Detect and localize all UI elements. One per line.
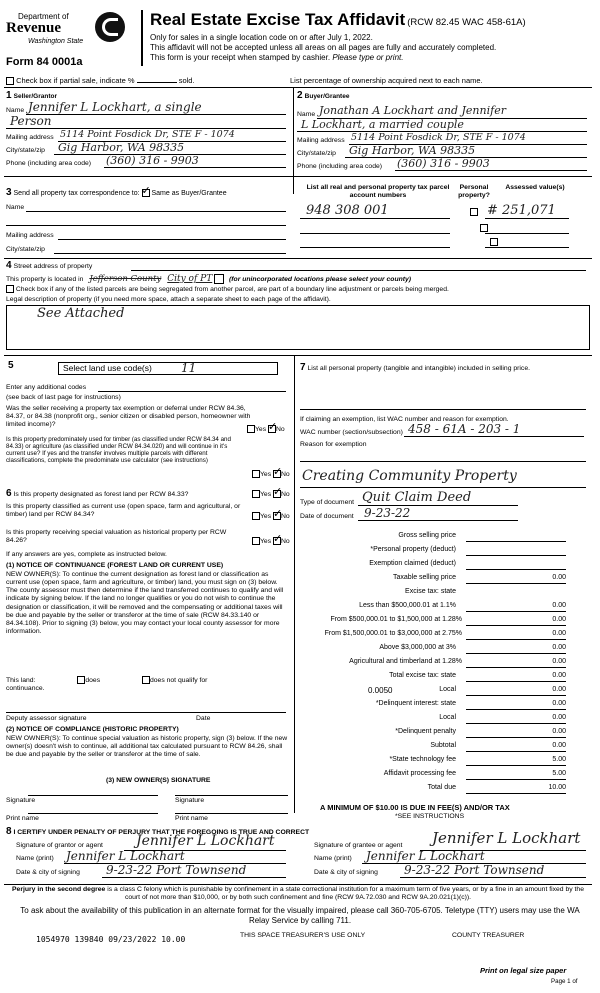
county-struck: Jefferson County bbox=[89, 274, 162, 284]
fee-label: Exemption claimed (deduct) bbox=[369, 560, 456, 567]
assessed-value[interactable]: # 251,071 bbox=[487, 203, 556, 218]
fee-label: Local bbox=[439, 714, 456, 721]
seller-phone-value[interactable]: (360) 316 - 9903 bbox=[106, 154, 199, 167]
grantor-date[interactable]: 9-23-22 Port Townsend bbox=[106, 863, 247, 877]
seller-mailing-value[interactable]: 5114 Point Fosdick Dr, STE F - 1074 bbox=[60, 129, 235, 140]
parcel-header: List all real and personal property tax parcel account numbers bbox=[306, 184, 450, 199]
segregated-row: Check box if any of the listed parcels are being segregated from another parcel, are part of a boundary line adjustment or parcels being merged. bbox=[6, 285, 449, 294]
exemption-question: Was the seller receiving a property tax exemption or deferral under RCW 84.36, 84.37, or 84.38 (nonprofit org., senior citizen or disabled person, homeowner with limited income)? bbox=[6, 405, 251, 428]
subtitle-1: Only for sales in a single location code on or after July 1, 2022. bbox=[150, 33, 373, 42]
fee-value[interactable]: 10.00 bbox=[466, 784, 566, 794]
fee-row bbox=[300, 756, 566, 767]
fee-value[interactable]: 0.00 bbox=[466, 714, 566, 724]
current-use-yes-checkbox[interactable] bbox=[252, 512, 260, 520]
notice-continuance-title: (1) NOTICE OF CONTINUANCE (FOREST LAND OR CURRENT USE) bbox=[6, 562, 224, 569]
reason-exemption-value[interactable]: Creating Community Property bbox=[302, 468, 517, 484]
fee-row bbox=[300, 742, 566, 753]
does-not-qualify-checkbox[interactable] bbox=[142, 676, 150, 684]
street-address-field[interactable] bbox=[131, 260, 586, 271]
fee-row bbox=[300, 714, 566, 725]
buyer-phone-label: Phone (including area code) bbox=[297, 163, 383, 170]
fee-value[interactable]: 0.00 bbox=[466, 672, 566, 682]
fee-row bbox=[300, 560, 566, 571]
additional-codes-label: Enter any additional codes bbox=[6, 384, 87, 391]
street-address-row: 4 Street address of property bbox=[6, 260, 586, 272]
grantee-date-row: Date & city of signing 9-23-22 Port Townsend bbox=[314, 869, 586, 881]
fee-label: *Delinquent penalty bbox=[395, 728, 456, 735]
buyer-city-label: City/state/zip bbox=[297, 150, 336, 157]
notice-continuance-text: NEW OWNER(S): To continue the current designation as forest land or classification as current use (open space, farm and agriculture, or timber) land, you must sign on (3) below. The county assessor must then determine if the land transferred continues to qualify and will indicate by signing below. If the land no longer qualifies or you do not wish to continue the designation or classification, it will be removed and the compensating or additional taxes will be due and payable by the seller or transferor at the time of sale (RCW 84.33.140 or 84.34.108). Prior to signing (3) below, you may contact your local county assessor for more information. bbox=[6, 571, 284, 636]
fee-label: Above $3,000,000 at 3% bbox=[379, 644, 456, 651]
print-legal-note: Print on legal size paper bbox=[480, 966, 567, 975]
legal-description-label: Legal description of property (if you need more space, attach a separate sheet to each page of the affidavit). bbox=[6, 296, 331, 303]
land-use-value: 11 bbox=[181, 361, 197, 375]
exemption-yes-checkbox[interactable] bbox=[247, 425, 255, 433]
fee-value[interactable]: 0.00 bbox=[466, 742, 566, 752]
correspondence-mailing-field[interactable] bbox=[58, 229, 286, 240]
fee-label: From $500,000.01 to $1,500,000 at 1.28% bbox=[330, 616, 462, 623]
timber-no-checkbox[interactable] bbox=[273, 470, 281, 478]
fee-label: Local bbox=[439, 686, 456, 693]
new-owner-signature-title: (3) NEW OWNER(S) SIGNATURE bbox=[106, 777, 211, 784]
fee-label: Affidavit processing fee bbox=[383, 770, 456, 777]
fee-row bbox=[300, 588, 566, 599]
fee-row bbox=[300, 644, 566, 655]
form-number: Form 84 0001a bbox=[6, 56, 83, 68]
forest-no-checkbox[interactable] bbox=[273, 490, 281, 498]
fee-row bbox=[300, 686, 566, 697]
grantor-name[interactable]: Jennifer L Lockhart bbox=[66, 849, 185, 863]
minimum-due: A MINIMUM OF $10.00 IS DUE IN FEE(S) AND/OR TAX bbox=[320, 803, 510, 812]
page-number: Page 1 of bbox=[551, 978, 578, 985]
fee-value[interactable]: 5.00 bbox=[466, 756, 566, 766]
forest-yes-no: Yes ✓ No bbox=[252, 490, 290, 499]
signature-label-2: Signature bbox=[175, 797, 205, 804]
local-rate: 0.0050 bbox=[368, 686, 393, 695]
fee-value[interactable]: 0.00 bbox=[466, 616, 566, 626]
timber-yes-no: Yes ✓ No bbox=[252, 470, 290, 479]
certify-statement: 8 I CERTIFY UNDER PENALTY OF PERJURY THAT THE FOREGOING IS TRUE AND CORRECT bbox=[6, 826, 310, 837]
land-use-label: Select land use code(s) bbox=[63, 363, 152, 373]
grantee-name[interactable]: Jennifer L Lockhart bbox=[366, 849, 485, 863]
city-value: City of PT bbox=[167, 274, 213, 284]
seller-name-label: Name bbox=[6, 107, 25, 114]
fee-row bbox=[300, 616, 566, 627]
fee-row bbox=[300, 700, 566, 711]
does-qualify-checkbox[interactable] bbox=[77, 676, 85, 684]
historic-yes-no: Yes ✓ No bbox=[252, 537, 290, 546]
buyer-city-value[interactable]: Gig Harbor, WA 98335 bbox=[349, 144, 476, 157]
fee-label: Total due bbox=[427, 784, 456, 791]
correspondence-name-field[interactable] bbox=[26, 201, 286, 212]
exemption-no-checkbox[interactable] bbox=[268, 425, 276, 433]
same-as-buyer-checkbox[interactable] bbox=[142, 189, 150, 197]
fee-value[interactable]: 0.00 bbox=[466, 728, 566, 738]
fee-value[interactable]: 0.00 bbox=[466, 700, 566, 710]
property-location-row: This property is located in Jefferson County City of PT (for unincorporated locations please select your county) bbox=[6, 274, 412, 284]
doc-type-label: Type of document bbox=[300, 499, 355, 506]
print-name-field-1[interactable] bbox=[28, 805, 158, 814]
buyer-name-label: Name bbox=[297, 111, 316, 118]
subtitle-2: This affidavit will not be accepted unless all areas on all pages are fully and accurately completed. bbox=[150, 43, 497, 52]
fee-row bbox=[300, 532, 566, 543]
personal-property-list-field[interactable] bbox=[300, 400, 586, 410]
forest-yes-checkbox[interactable] bbox=[252, 490, 260, 498]
new-owner-signature-field-1[interactable] bbox=[28, 786, 158, 796]
notice-compliance-text: NEW OWNER(S): To continue special valuation as historic property, sign (3) below. If the new owner(s) doesn't wish to continue, all additional tax calculated pursuant to RCW 84.26, shall be due and payable by the seller or transferor at the time of sale. bbox=[6, 735, 288, 759]
fee-value[interactable] bbox=[466, 560, 566, 570]
personal-property-checkbox-1[interactable] bbox=[470, 208, 478, 216]
grantee-date[interactable]: 9-23-22 Port Townsend bbox=[404, 863, 545, 877]
fee-row bbox=[300, 546, 566, 557]
alternate-format-note: To ask about the availability of this publication in an alternate format for the visually impaired, please call 360-705-6705. Teletype (TTY) users may use the WA Relay Service by calling 711. bbox=[20, 906, 580, 925]
current-use-question: Is this property classified as current use (open space, farm and agricultural, or timber) land per RCW 84.34? bbox=[6, 503, 241, 518]
signature-label-1: Signature bbox=[6, 797, 36, 804]
location-dropdown-icon[interactable] bbox=[214, 274, 224, 284]
fee-row bbox=[300, 658, 566, 669]
subtitle-3: This form is your receipt when stamped by cashier. Please type or print. bbox=[150, 53, 404, 62]
personal-property-list-label: 7 List all personal property (tangible and intangible) included in selling price. bbox=[300, 362, 530, 373]
seller-heading: 1 Seller/Grantor bbox=[6, 90, 58, 101]
buyer-phone-value[interactable]: (360) 316 - 9903 bbox=[397, 157, 490, 170]
parcel-number[interactable]: 948 308 001 bbox=[306, 203, 389, 218]
grantee-name-row: Name (print) Jennifer L Lockhart bbox=[314, 855, 586, 867]
segregated-checkbox[interactable] bbox=[6, 285, 14, 293]
print-name-label-1: Print name bbox=[6, 815, 39, 822]
correspondence-name-label: Name bbox=[6, 204, 25, 211]
partial-sale-checkbox[interactable] bbox=[6, 77, 14, 85]
fee-value[interactable]: 0.00 bbox=[466, 630, 566, 640]
fee-value[interactable]: 0.00 bbox=[466, 602, 566, 612]
notice-compliance-title: (2) NOTICE OF COMPLIANCE (HISTORIC PROPERTY) bbox=[6, 726, 179, 733]
section5-number: 5 bbox=[8, 360, 14, 371]
print-name-field-2[interactable] bbox=[175, 805, 288, 814]
fee-label: Agricultural and timberland at 1.28% bbox=[349, 658, 462, 665]
logo bbox=[6, 10, 131, 54]
personal-property-header: Personal property? bbox=[458, 184, 490, 199]
historic-yes-checkbox[interactable] bbox=[252, 537, 260, 545]
timber-yes-checkbox[interactable] bbox=[252, 470, 260, 478]
buyer-name-value[interactable]: Jonathan A Lockhart and Jennifer bbox=[319, 104, 506, 117]
buyer-mailing-value[interactable]: 5114 Point Fosdick Dr, STE F - 1074 bbox=[351, 132, 526, 143]
if-yes-note: If any answers are yes, complete as instructed below. bbox=[6, 551, 167, 558]
see-instructions: *SEE INSTRUCTIONS bbox=[395, 813, 465, 820]
seller-name-value-2[interactable]: Person bbox=[10, 114, 52, 128]
statute: (RCW 82.45 WAC 458-61A) bbox=[407, 17, 526, 28]
deputy-signature-label: Deputy assessor signature bbox=[6, 715, 87, 722]
correspondence-city-field[interactable] bbox=[54, 243, 286, 254]
seller-name-value[interactable]: Jennifer L Lockhart, a single bbox=[28, 100, 202, 114]
doc-date-value[interactable]: 9-23-22 bbox=[364, 506, 411, 520]
seller-city-value[interactable]: Gig Harbor, WA 98335 bbox=[58, 141, 185, 154]
current-use-yes-no: Yes ✓ No bbox=[252, 512, 290, 521]
fee-row bbox=[300, 728, 566, 739]
historic-question: Is this property receiving special valuation as historical property per RCW 84.26? bbox=[6, 529, 227, 544]
this-land-row: This land: does does not qualify for continuance. bbox=[6, 676, 208, 692]
current-use-no-checkbox[interactable] bbox=[273, 512, 281, 520]
fee-value[interactable]: 0.00 bbox=[466, 644, 566, 654]
seller-phone-label: Phone (including area code) bbox=[6, 160, 92, 167]
fee-label: Excise tax: state bbox=[405, 588, 456, 595]
treasurer-stamp: 1054970 139840 09/23/2022 10.00 bbox=[36, 935, 186, 944]
form-title-block bbox=[150, 10, 526, 30]
department-text: Department of bbox=[18, 12, 69, 21]
grantor-signature-row: Signature of grantor or agent Jennifer L Lockhart bbox=[16, 842, 286, 854]
print-name-label-2: Print name bbox=[175, 815, 208, 822]
fee-label: *Delinquent interest: state bbox=[375, 700, 456, 707]
fee-value[interactable] bbox=[466, 532, 566, 542]
fee-label: Less than $500,000.01 at 1.1% bbox=[359, 602, 456, 609]
fee-value[interactable]: 0.00 bbox=[466, 686, 566, 696]
timber-question: Is this property predominately used for timber (as classified under RCW 84.34 and 84.33) or agriculture (as classified under RCW 84.34.020) and will continue in it's current use? If yes and the transfer involves multiple parcels with different classifications, complete the predominate use calculator (see instructions) bbox=[6, 436, 231, 465]
wac-label: WAC number (section/subsection) bbox=[300, 429, 403, 436]
fee-label: Subtotal bbox=[430, 742, 456, 749]
legal-description-value: See Attached bbox=[37, 306, 125, 321]
seller-mailing-label: Mailing address bbox=[6, 134, 54, 141]
correspondence-city-label: City/state/zip bbox=[6, 246, 45, 253]
fee-label: Total excise tax: state bbox=[389, 672, 456, 679]
assessed-value-header: Assessed value(s) bbox=[505, 184, 565, 191]
fee-row bbox=[300, 574, 566, 585]
partial-sale-row: Check box if partial sale, indicate % sold. bbox=[6, 77, 195, 86]
fee-value[interactable] bbox=[466, 546, 566, 556]
see-back-note: (see back of last page for instructions) bbox=[6, 394, 121, 401]
washington-text: Washington State bbox=[28, 38, 84, 45]
land-use-select[interactable] bbox=[58, 362, 278, 375]
fee-row bbox=[300, 784, 566, 795]
buyer-mailing-label: Mailing address bbox=[297, 137, 345, 144]
fee-value[interactable]: 0.00 bbox=[466, 574, 566, 584]
deputy-date-label: Date bbox=[196, 715, 211, 722]
grantee-signature-icon: Jennifer L Lockhart bbox=[432, 829, 581, 847]
list-percentage-note: List percentage of ownership acquired next to each name. bbox=[290, 76, 483, 85]
legal-description-box[interactable] bbox=[6, 305, 590, 350]
forest-question: 6 Is this property designated as forest land per RCW 84.33? bbox=[6, 488, 189, 499]
form-title: Real Estate Excise Tax Affidavit bbox=[150, 10, 406, 29]
fee-row bbox=[300, 630, 566, 641]
doc-type-value[interactable]: Quit Claim Deed bbox=[362, 490, 472, 505]
revenue-logo-icon bbox=[95, 12, 125, 42]
reason-exemption-label: Reason for exemption bbox=[300, 441, 367, 448]
doc-date-label: Date of document bbox=[300, 513, 354, 520]
grantee-signature-row: Signature of grantee or agent Jennifer L Lockhart bbox=[314, 842, 586, 854]
fee-value[interactable]: 0.00 bbox=[466, 658, 566, 668]
grantor-date-row: Date & city of signing 9-23-22 Port Townsend bbox=[16, 869, 286, 881]
fee-row bbox=[300, 770, 566, 781]
fee-label: Taxable selling price bbox=[392, 574, 456, 581]
grantor-name-row: Name (print) Jennifer L Lockhart bbox=[16, 855, 286, 867]
additional-codes-field[interactable] bbox=[98, 381, 286, 392]
revenue-text: Revenue bbox=[6, 20, 61, 36]
perjury-notice: Perjury in the second degree is a class C felony which is punishable by confinement in a state correctional institution for a maximum term of five years, or by a fine in an amount fixed by the court of not more than $10,000, or by both such confinement and fine (RCW 9A.72.030 and RCW 9A.20.021(1)(c)). bbox=[12, 886, 584, 902]
treasurer-use-only: THIS SPACE TREASURER'S USE ONLY bbox=[240, 932, 366, 939]
fee-row bbox=[300, 602, 566, 613]
fee-label: Gross selling price bbox=[398, 532, 456, 539]
historic-no-checkbox[interactable] bbox=[273, 537, 281, 545]
fee-row bbox=[300, 672, 566, 683]
fee-label: *Personal property (deduct) bbox=[370, 546, 456, 553]
correspondence-heading: 3 Send all property tax correspondence to: ✓ Same as Buyer/Grantee bbox=[6, 187, 227, 199]
correspondence-mailing-label: Mailing address bbox=[6, 232, 54, 239]
fee-label: *State technology fee bbox=[389, 756, 456, 763]
fee-label: From $1,500,000.01 to $3,000,000 at 2.75% bbox=[324, 630, 462, 637]
wac-value[interactable]: 458 - 61A - 203 - 1 bbox=[408, 422, 521, 436]
new-owner-signature-field-2[interactable] bbox=[175, 786, 288, 796]
grantor-signature-icon: Jennifer L Lockhart bbox=[136, 833, 275, 849]
buyer-heading: 2 Buyer/Grantee bbox=[297, 90, 350, 101]
exemption-yes-no: Yes ✓ No bbox=[247, 425, 285, 434]
fee-value[interactable]: 5.00 bbox=[466, 770, 566, 780]
buyer-name-value-2[interactable]: L Lockhart, a married couple bbox=[301, 118, 464, 131]
county-treasurer: COUNTY TREASURER bbox=[452, 932, 525, 939]
exemption-claim-label: If claiming an exemption, list WAC number and reason for exemption. bbox=[300, 416, 509, 423]
seller-city-label: City/state/zip bbox=[6, 147, 45, 154]
